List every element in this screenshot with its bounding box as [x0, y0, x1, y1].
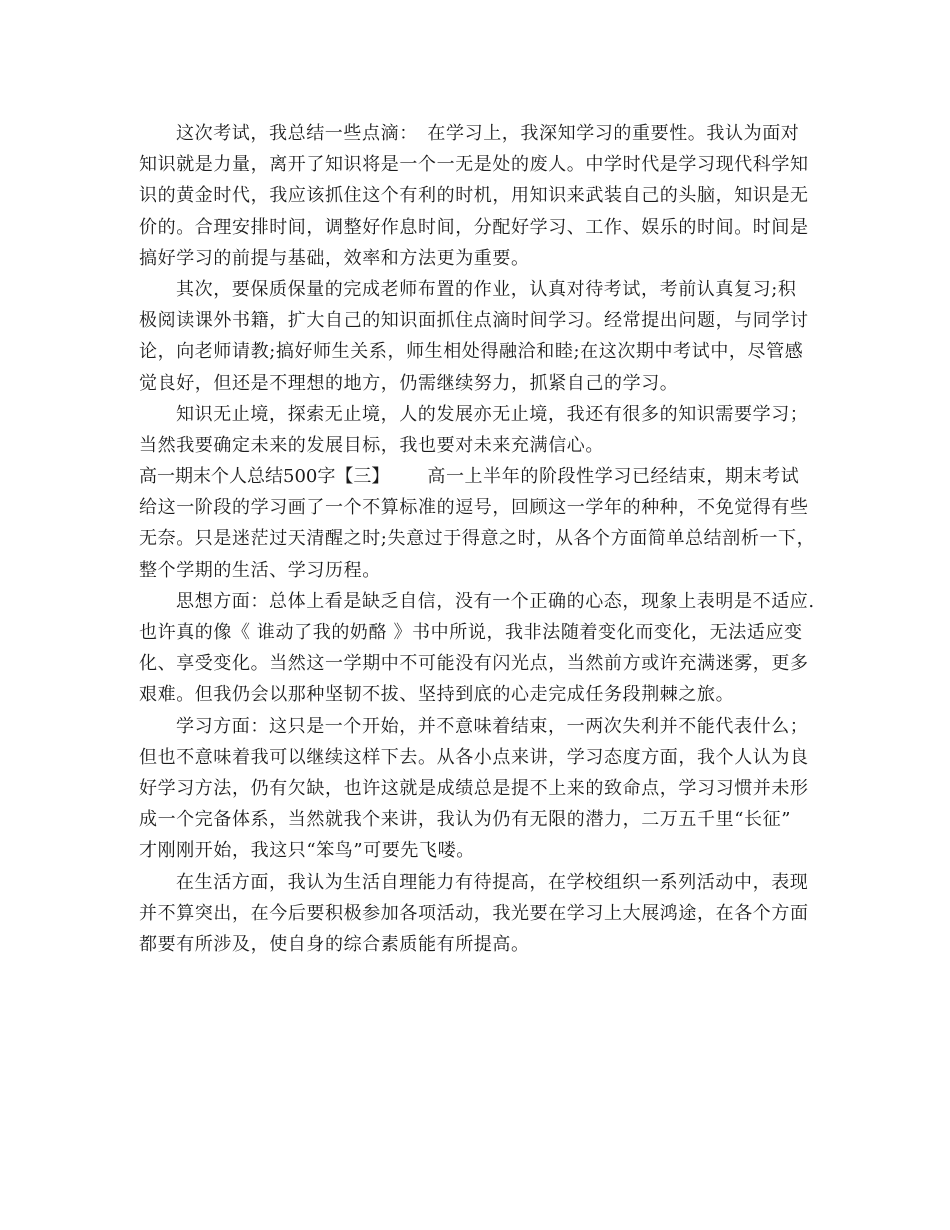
text-line: 知识无止境，探索无止境，人的发展亦无止境，我还有很多的知识需要学习； [176, 403, 809, 425]
section-heading-line [139, 461, 811, 492]
text-line: 高一上半年的阶段性学习已经结束，期末考试 [427, 466, 800, 488]
text-line: 当然我要确定未来的发展目标，我也要对未来充满信心。 [139, 434, 604, 456]
text-line: 给这一阶段的学习画了一个不算标准的逗号，回顾这一学年的种种，不免觉得有些 [139, 497, 809, 519]
text-line: 并不算突出，在今后要积极参加各项活动，我光要在学习上大展鸿途，在各个方面 [139, 902, 809, 924]
text-line: 才刚刚开始，我这只“笨鸟”可要先飞喽。 [139, 840, 475, 862]
text-line: 论，向老师请教;搞好师生关系，师生相处得融洽和睦;在这次期中考试中，尽管感 [139, 341, 804, 363]
text-line: 也许真的像《 谁动了我的奶酪 》书中所说，我非法随着变化而变化，无法适应变 [139, 622, 803, 643]
section-heading: 高一期末个人总结500字【三】 [139, 466, 390, 488]
text-line: 知识就是力量，离开了知识将是一个一无是处的废人。中学时代是学习现代科学知 [139, 154, 809, 176]
text-line: 成一个完备体系，当然就我个来讲，我认为仍有无限的潜力，二万五千里“长征” [139, 809, 792, 831]
text-line: 化、享受变化。当然这一学期中不可能没有闪光点，当然前方或许充满迷雾，更多 [139, 653, 809, 675]
text-line: 但也不意味着我可以继续这样下去。从各小点来讲，学习态度方面，我个人认为良 [139, 746, 809, 768]
document-body [139, 118, 816, 960]
text-line: 好学习方法，仍有欠缺，也许这就是成绩总是提不上来的致命点，学习习惯并未形 [139, 777, 809, 799]
text-line: 其次，要保质保量的完成老师布置的作业，认真对待考试，考前认真复习;积 [176, 278, 797, 300]
text-line: 搞好学习的前提与基础，效率和方法更为重要。 [139, 247, 530, 269]
text-line: 艰难。但我仍会以那种坚韧不拔、坚持到底的心走完成任务段荆棘之旅。 [139, 684, 735, 706]
text-line: 觉良好，但还是不理想的地方，仍需继续努力，抓紧自己的学习。 [139, 372, 679, 394]
text-line: 极阅读课外书籍，扩大自己的知识面抓住点滴时间学习。经常提出问题，与同学讨 [139, 310, 809, 332]
text-line: 这次考试，我总结一些点滴： 在学习上，我深知学习的重要性。我认为面对 [176, 123, 800, 144]
text-line: 在生活方面，我认为生活自理能力有待提高，在学校组织一系列活动中，表现 [176, 871, 809, 893]
text-line: 整个学期的生活、学习历程。 [139, 559, 381, 581]
text-line: 无奈。只是迷茫过天清醒之时;失意过于得意之时，从各个方面简单总结剖析一下， [139, 528, 816, 550]
text-line: 都要有所涉及，使自身的综合素质能有所提高。 [139, 933, 530, 955]
text-line: 学习方面：这只是一个开始，并不意味着结束，一两次失利并不能代表什么； [176, 715, 809, 737]
text-line: 思想方面：总体上看是缺乏自信，没有一个正确的心态，现象上表明是不适应. [176, 590, 815, 612]
text-line: 识的黄金时代，我应该抓住这个有利的时机，用知识来武装自己的头脑，知识是无 [139, 185, 809, 207]
text-line: 价的。合理安排时间，调整好作息时间，分配好学习、工作、娱乐的时间。时间是 [139, 216, 809, 238]
